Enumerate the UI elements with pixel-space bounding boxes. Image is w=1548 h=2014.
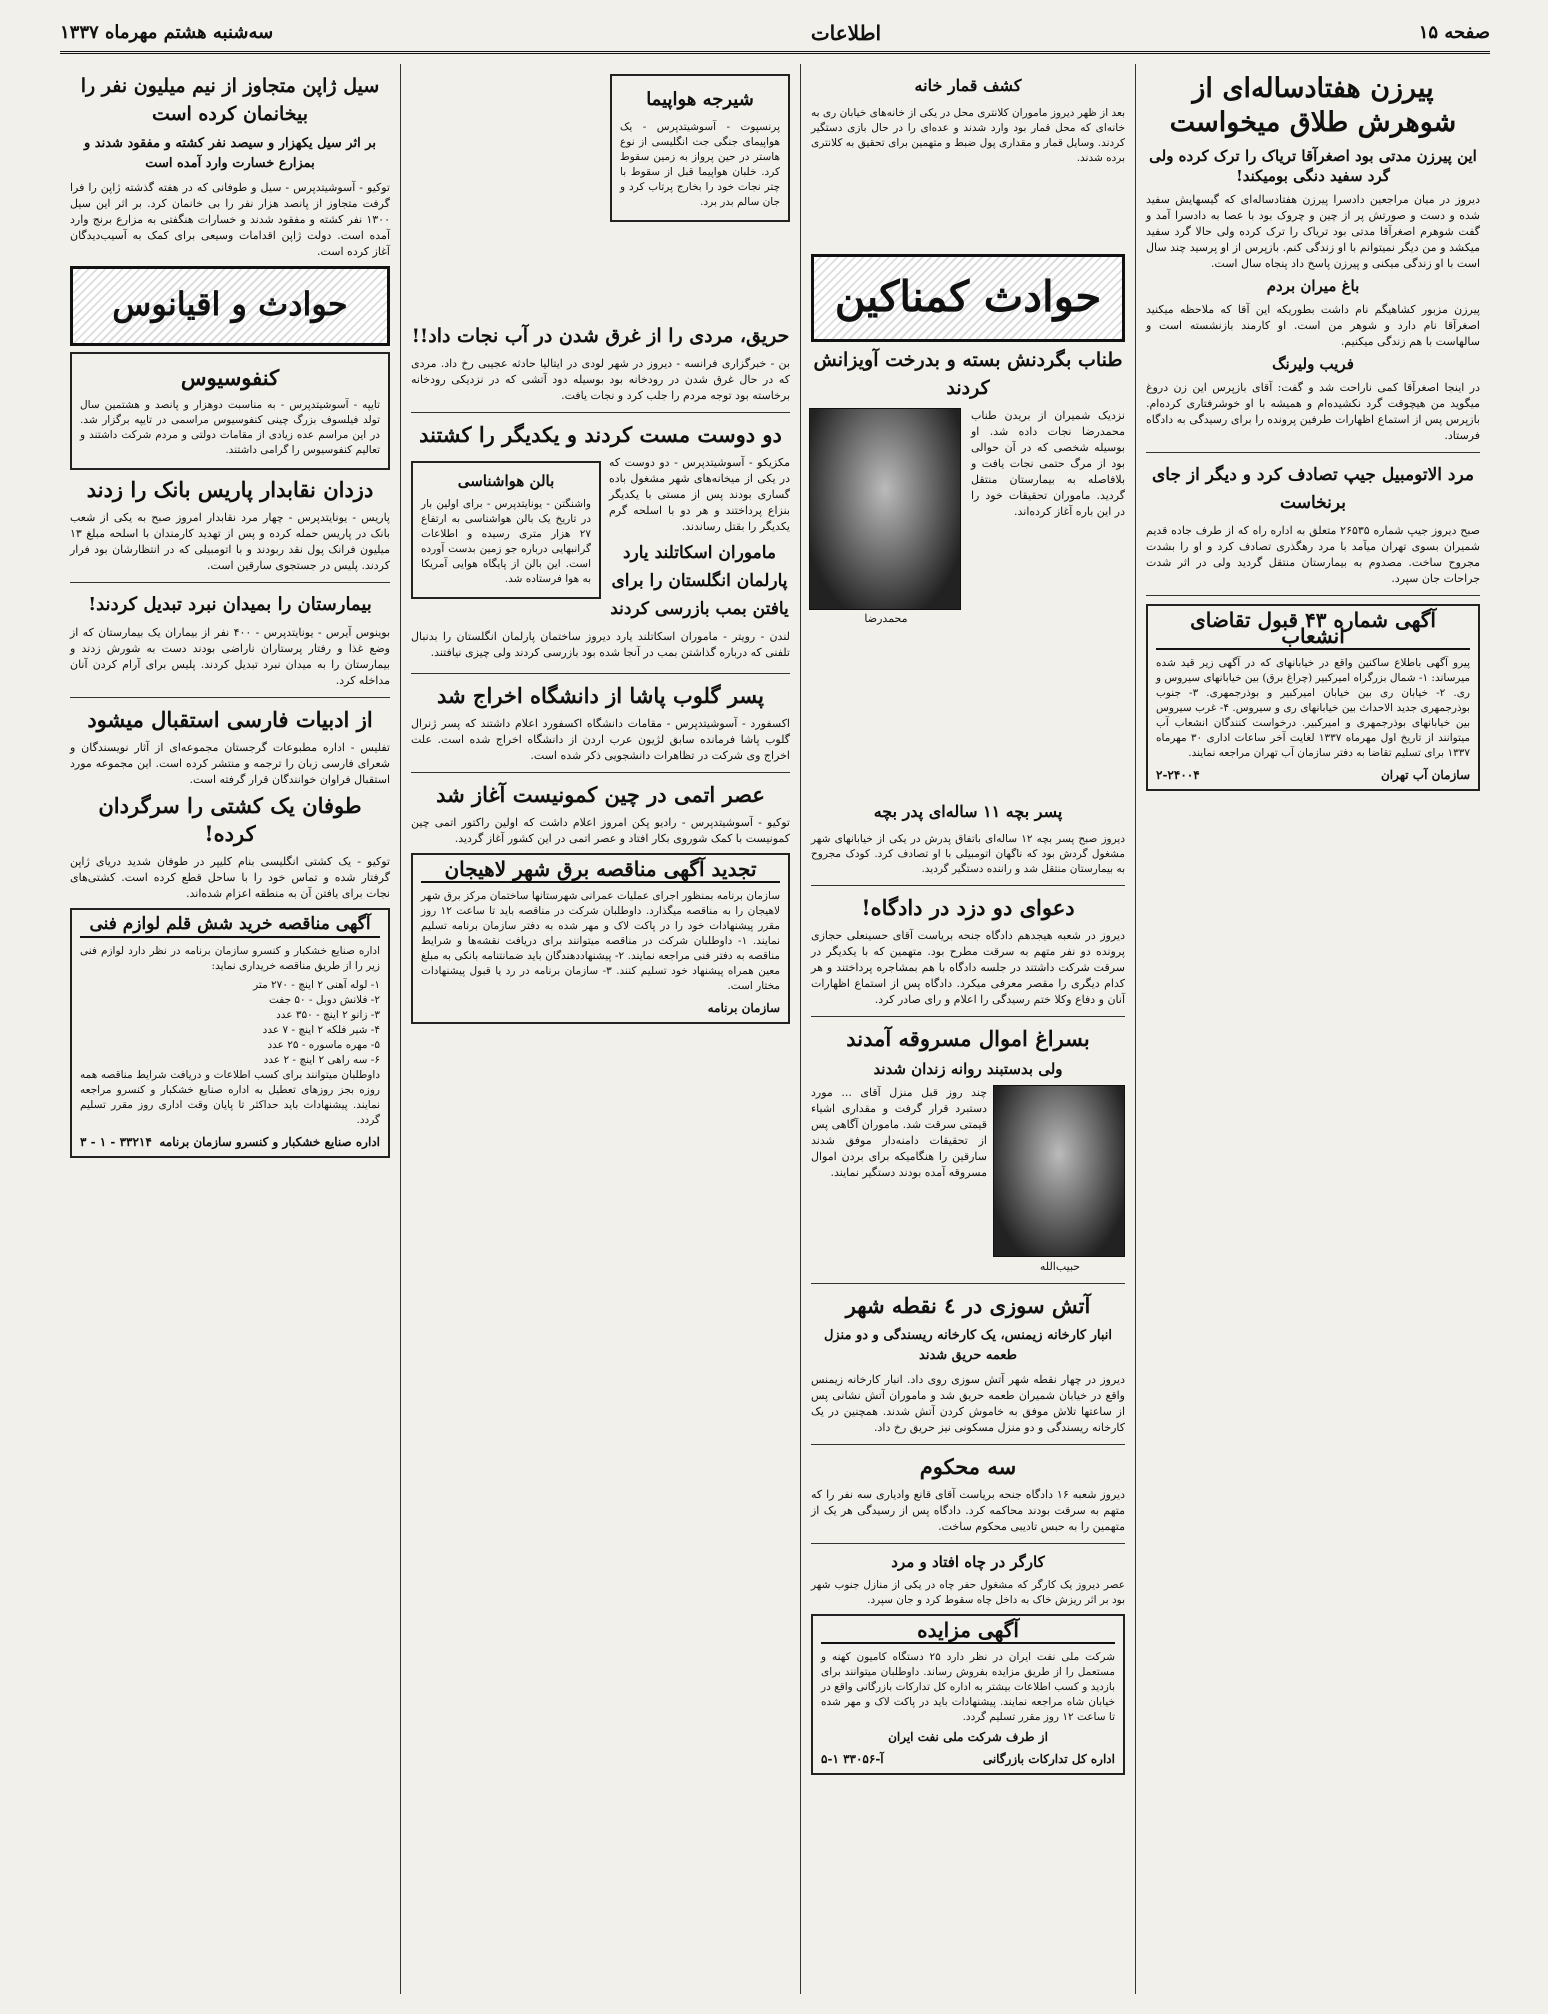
- bank-body: پاریس - یونایتدپرس - چهار مرد نقابدار امروز صبح به یکی از شعب بانک در پاریس حمله کرده و پس از تهدید کارمندان با اسلحه مبلغ ۱۳ میلیون فرانک پول نقد ربودند و با اتومبیلی که در انتظارشان بود فرار کردند. پلیس در جستجوی سارقین است.: [70, 511, 390, 572]
- purchase-item: ۳- زانو ۲ اینچ - ۳۵۰ عدد: [276, 1009, 380, 1021]
- bank-headline: دزدان نقابدار پاریس بانک را زدند: [86, 477, 374, 502]
- persian-lit-body: تفلیس - اداره مطبوعات گرجستان مجموعه‌ای از آثار نویسندگان و شعرای فارسی زبان را ترجمه و منتشر کرده است. این مجموعه مورد استقبال فراوان خوانندگان قرار گرفته است.: [70, 741, 390, 786]
- column-3: [400, 64, 800, 1994]
- divorce-headline: پیرزن هفتادساله‌ای از شوهرش طلاق میخواست: [1169, 73, 1457, 138]
- gambling-body: بعد از ظهر دیروز ماموران کلانتری محل در یکی از خانه‌های خیابان ری به خانه‌ای که محل قمار بود وارد شدند و عده‌ای را در حال بازی دستگیر کردند. وسایل قمار و مقداری پول ضبط و متهمین برای تحقیق به کلانتری برده شدند.: [811, 107, 1125, 164]
- scotland-headline: ماموران اسکاتلند یارد پارلمان انگلستان را برای یافتن بمب بازرسی کردند: [610, 543, 789, 619]
- atomic-headline: عصر اتمی در چین کمونیست آغاز شد: [436, 782, 765, 807]
- robbery-article: [1146, 461, 1480, 587]
- auction-dept: اداره کل تدارکات بازرگانی: [982, 1752, 1115, 1766]
- column-4: [60, 64, 400, 1994]
- paper-name: اطلاعات: [810, 20, 882, 45]
- divorce-side-body: پیرزن مزبور کشاهیگم نام داشت بطوریکه این آقا که ملاحظه میکنید اصغرآقا نام دارد و شوهر من است. او کارمند بازنشسته است و سالهاست با هم زندگی میکنیم.: [1146, 303, 1480, 348]
- child-body: دیروز صبح پسر بچه ۱۲ ساله‌ای باتفاق پدرش در یکی از خیابانهای شهر مشغول گردش بود که ناگهان اتومبیلی با او تصادف کرد. کودک مجروح به بیمارستان منتقل شد و راننده دستگیر گردید.: [811, 833, 1125, 875]
- auction-body: شرکت ملی نفت ایران در نظر دارد ۲۵ دستگاه کامیون کهنه و مستعمل را از طریق مزایده بفروش رساند. داوطلبان میتوانند برای بازدید و کسب اطلاعات بیشتر به اداره کل تدارکات بازرگانی واقع در خیابان شاه مراجعه نمایند. پیشنهادات باید در پاکت لاک و مهر شده تا ساعت ۱۲ روز مقرر تسلیم گردد.: [821, 1651, 1115, 1723]
- ship-body: توکیو - یک کشتی انگلیسی بنام کلیپر در طوفان شدید دریای ژاپن گرفتار شده و تماس خود را با ساحل قطع کرده است. کشتی‌های نجات برای یافتن آن به منطقه اعزام شده‌اند.: [70, 855, 390, 900]
- thieves-body: دیروز در شعبه هیجدهم دادگاه جنحه بریاست آقای حسینعلی حجازی پرونده دو نفر متهم به سرقت مطرح بود. متهمین که با یکدیگر در سرقت شرکت داشتند در جلسه دادگاه با هم بمشاجره پرداختند و هر کدام دیگری را مقصر معرفی میکرد. دادگاه پس از استماع اظهارات آنان و دفاع وکلا ختم رسیدگی را اعلام و رای صادر کرد.: [811, 929, 1125, 1006]
- hanging-headline: طناب بگردنش بسته و بدرخت آویزانش کردند: [813, 349, 1123, 399]
- hanging-body: نزدیک شمیران از بریدن طناب محمدرضا نجات داده شد. او بوسیله شخصی که در آن حوالی بود از مرگ حتمی نجات یافت و بلافاصله به بیمارستان منتقل گردید. ماموران تحقیقات خود را در این باره آغاز کرده‌اند.: [971, 409, 1125, 518]
- airplane-box: [610, 74, 790, 222]
- scotland-body: لندن - رویتر - ماموران اسکاتلند یارد دیروز ساختمان پارلمان انگلستان را بدنبال تلفنی که درباره گذاشتن بمب در آنجا شده بود بازرسی کردند ولی چیزی نیافتند.: [411, 630, 790, 659]
- flood-body: توکیو - آسوشیتدپرس - سیل و طوفانی که در هفته گذشته ژاپن را فرا گرفت متجاوز از پانصد هزار نفر را بی خانمان کرد. بر اثر این سیل ۱۳۰۰ نفر کشته و مفقود شدند و خسارات هنگفتی به مزارع برنج وارد آمده است. دولت ژاپن اقدامات وسیعی برای کمک به آسیب‌دیدگان آغاز کرده است.: [70, 181, 390, 258]
- hanging-photo: [809, 408, 961, 610]
- divorce-subheadline: این پیرزن مدتی بود اصغرآقا تریاک را ترک کرده ولی گرد سفید دنگی بومیکند!: [1149, 147, 1477, 185]
- purchase-signature: اداره صنایع خشکبار و کنسرو سازمان برنامه: [159, 1135, 380, 1149]
- purchase-item: ۲- فلانش دوبل - ۵۰ جفت: [268, 994, 380, 1006]
- column-2: [800, 64, 1135, 250]
- purchase-item: ۶- سه راهی ۲ اینچ - ۲ عدد: [263, 1054, 380, 1066]
- lahijan-title: تجدید آگهی مناقصه برق شهر لاهیجان: [421, 861, 780, 883]
- child-headline: پسر بچه ۱۱ ساله‌ای پدر بچه: [873, 802, 1063, 821]
- lahijan-signature: سازمان برنامه: [707, 1001, 780, 1015]
- glubb-headline: پسر گلوب پاشا از دانشگاه اخراج شد: [437, 683, 764, 708]
- confucius-headline: کنفوسیوس: [180, 365, 280, 390]
- drunk-body: مکزیکو - آسوشیتدپرس - دو دوست که در یکی از میخانه‌های شهر مشغول باده گساری بودند پس از مستی با یکدیگر بنزاع پرداختند و هر دو با اسلحه گرم یکدیگر را بقتل رساندند.: [609, 456, 790, 533]
- auction-title: آگهی مزایده: [821, 1622, 1115, 1644]
- confucius-box: [70, 352, 390, 470]
- balloon-body: واشنگتن - یونایتدپرس - برای اولین بار در تاریخ یک بالن هواشناسی به ارتفاع ۲۷ هزار متری رسیده و اطلاعات گرانبهایی درباره جو زمین بدست آورده است. این بالن از پایگاه هوایی آمریکا به هوا فرستاده شد.: [421, 498, 591, 585]
- purchase-item: ۴- شیر فلکه ۲ اینچ - ۷ عدد: [262, 1024, 380, 1036]
- divorce-body: دیروز در میان مراجعین دادسرا پیرزن هفتادساله‌ای که گیسهایش سفید شده و دست و صورتش پر از چین و چروک بود با عصا به دادسرا آمد و گفت شوهرم اصغرآقا مدتی بود تریاک را ترک کرده ولی حالا گرد سفید میکشد و من دیگر نمیتوانم با او زندگی کنم. بازپرس از او پرسید چند سال است با او زندگی میکنی و پیرزن پاسخ داد پنجاه سال است.: [1146, 193, 1480, 270]
- intl-banner: حوادث و اقیانوس: [70, 266, 390, 346]
- grim-banner-block: [800, 250, 1135, 790]
- purchase-ad: [70, 908, 390, 1158]
- convicted-body: دیروز شعبه ۱۶ دادگاه جنحه بریاست آقای قانع وادیاری سه نفر را که متهم به سرقت بودند محاکمه کرد. دادگاه پس از رسیدگی هر یک از متهمین را به حبس تادیبی محکوم ساخت.: [811, 1488, 1125, 1533]
- flood-headline: سیل ژاپن متجاوز از نیم میلیون نفر را بیخانمان کرده است: [80, 75, 380, 125]
- ad43-body: پیرو آگهی باطلاع ساکنین واقع در خیابانهای که در آگهی زیر قید شده میرساند: ۱- شمال بزرگراه امیرکبیر (چراغ برق) بین خیابانهای سیروس و ری. ۲- خیابان ری بین خیابان امیرکبیر و بوذرجمهری. ۳- جنوب بوذرجمهری جدید الاحداث بین خیابانهای ری و سیروس. ۴- غرب سیروس بین خیابانهای بوذرجمهری و امیرکبیر. درخواست کنندگان انشعاب آب میتوانند از تاریخ اول مهرماه ۱۳۳۷ لغایت آخر ساعات اداری ۳۰ مهرماه ۱۳۳۷ برای تسلیم تقاضا به دفتر سازمان آب تهران مراجعه نمایند.: [1156, 657, 1470, 759]
- suspect-photo: [993, 1085, 1125, 1257]
- masthead: [60, 14, 1490, 54]
- hanging-photo-caption: محمدرضا: [864, 612, 908, 625]
- fire4-headline: آتش سوزی در ٤ نقطه شهر: [845, 1293, 1091, 1318]
- page-number: صفحه ۱۵: [1418, 22, 1490, 43]
- thieves-headline: دعوای دو دزد در دادگاه!: [861, 895, 1075, 920]
- balloon-headline: بالن هواشناسی: [457, 472, 555, 490]
- purchase-title: آگهی مناقصه خرید شش قلم لوازم فنی: [80, 916, 380, 938]
- divorce-side-head: باغ میران بردم: [1266, 277, 1360, 295]
- suspect-photo-caption: حبیب‌الله: [1039, 1260, 1081, 1273]
- purchase-code: ۳۳۲۱۴ - ۱ - ۳: [80, 1135, 152, 1149]
- atomic-body: توکیو - آسوشیتدپرس - رادیو پکن امروز اعلام داشت که اولین راکتور اتمی چین کمونیست با کمک شوروی بکار افتاد و عصر اتمی در این کشور آغاز گردید.: [411, 816, 790, 845]
- worker-body: عصر دیروز یک کارگر که مشغول حفر چاه در یکی از منازل جنوب شهر بود بر اثر ریزش خاک به داخل چاه سقوط کرد و جان سپرد.: [811, 1579, 1125, 1606]
- hospital-headline: بیمارستان را بمیدان نبرد تبدیل کردند!: [88, 594, 372, 615]
- purchase-intro: اداره صنایع خشکبار و کنسرو سازمان برنامه در نظر دارد لوازم فنی زیر را از طریق مناقصه خریداری نماید:: [80, 945, 380, 972]
- lahijan-body: سازمان برنامه بمنظور اجرای عملیات عمرانی شهرستانها ساختمان مرکز برق شهر لاهیجان را به مناقصه میگذارد. داوطلبان شرکت در مناقصه باید تا ساعت ۱۲ روز مقرر پیشنهادات خود را در پاکت لاک و مهر شده به دفتر سازمان برنامه تسلیم نمایند. ۱- داوطلبان شرکت در مناقصه میتوانند برای دریافت نقشه‌ها و شرایط مناقصه به دفتر فنی مراجعه نمایند. ۲- پیشنهاددهندگان باید ضمانتنامه بانکی به مبلغ معین همراه پیشنهاد خود تسلیم کنند. ۳- سازمان برنامه در رد یا قبول پیشنهادات مختار است.: [421, 890, 780, 992]
- divorce-cont-body: در اینجا اصغرآقا کمی ناراحت شد و گفت: آقای بازپرس این زن دروغ میگوید من هیچوقت گرد نکشیده‌ام و همیشه با او خوشرفتاری کرده‌ام. بازپرس پس از استماع اظهارات طرفین پرونده را برای رسیدگی به دادگاه فرستاد.: [1146, 381, 1480, 442]
- stolen-body: چند روز قبل منزل آقای ... مورد دستبرد قرار گرفت و مقداری اشیاء قیمتی سرقت شد. ماموران آگاهی پس از تحقیقات دامنه‌دار موفق شدند سارقین را هنگامیکه برای بردن اموال مسروقه آمده بودند دستگیر نمایند.: [811, 1086, 987, 1179]
- fire-rescue-headline: حریق، مردی را از غرق شدن در آب نجات داد!!: [411, 325, 790, 347]
- grim-banner: حوادث کمناکین: [811, 254, 1125, 342]
- hospital-body: بوینوس آیرس - یونایتدپرس - ۴۰۰ نفر از بیماران یک بیمارستان که از وضع غذا و رفتار پرستاران ناراضی بودند دست به شورش زدند و بیمارستان را به میدان نبرد تبدیل کردند. پلیس برای آرام کردن آنان مداخله کرد.: [70, 626, 391, 687]
- divorce-article: [1146, 72, 1480, 444]
- gambling-headline: کشف قمار خانه: [914, 76, 1022, 95]
- divorce-cont-head: فریب ولیرنگ: [1272, 355, 1354, 373]
- ad43-code: ۲-۲۴۰۰۴: [1156, 768, 1200, 782]
- jeep-body: صبح دیروز جیپ شماره ۲۶۵۳۵ متعلق به اداره راه که از طرف جاده قدیم شمیران بسوی تهران میآمد با مرد رهگذری تصادف کرد و او را بشدت مجروح ساخت. مصدوم به بیمارستان منتقل گردید ولی در اثر شدت جراحات جان سپرد.: [1146, 524, 1481, 585]
- column-2-lower: [800, 790, 1135, 1994]
- worker-headline: کارگر در چاه افتاد و مرد: [891, 1553, 1045, 1571]
- ad43-signature: سازمان آب تهران: [1380, 768, 1470, 782]
- drunk-headline: دو دوست مست کردند و یکدیگر را کشتند: [419, 422, 782, 447]
- purchase-item: ۱- لوله آهنی ۲ اینچ - ۲۷۰ متر: [253, 979, 380, 991]
- column-1: [1135, 64, 1490, 1994]
- convicted-headline: سه محکوم: [919, 1454, 1017, 1479]
- stolen-headline: بسراغ اموال مسروقه آمدند: [846, 1026, 1090, 1051]
- fire4-subheadline: انبار کارخانه زیمنس، یک کارخانه ریسندگی و دو منزل طعمه حریق شدند: [823, 1328, 1113, 1363]
- ad43-title: آگهی شماره ۴۳ قبول تقاضای انشعاب: [1156, 612, 1470, 650]
- airplane-body: پرنسپوت - آسوشیتدپرس - یک هواپیمای جنگی جت انگلیسی از نوع هاستر در حین پرواز به زمین سقوط کرد. خلبان هواپیما قبل از سقوط با چتر نجات خود را بخارج پرتاب کرد و جان سالم بدر برد.: [620, 121, 780, 208]
- stolen-subheadline: ولی بدستبند روانه زندان شدند: [873, 1060, 1063, 1078]
- fire4-body: دیروز در چهار نقطه شهر آتش سوزی روی داد. انبار کارخانه زیمنس واقع در خیابان شمیران طعمه حریق شد و ماموران آتش نشانی پس از ساعتها تلاش موفق به خاموش کردن آتش شدند. همچنین در یک کارخانه ریسندگی و دو منزل مسکونی نیز حریق رخ داد.: [811, 1373, 1125, 1434]
- airplane-headline: شیرجه هواپیما: [646, 89, 754, 110]
- fire-rescue-body: بن - خبرگزاری فرانسه - دیروز در شهر لودی در ایتالیا حادثه عجیبی رخ داد. مردی که در حال غرق شدن در رودخانه بود بوسیله دود آتشی که در نزدیکی رودخانه برخاسته بود توجه مردم را جلب کرد و نجات یافت.: [411, 357, 790, 402]
- purchase-body: داوطلبان میتوانند برای کسب اطلاعات و دریافت شرایط مناقصه همه روزه بجز روزهای تعطیل به اداره صنایع خشکبار و کنسرو مراجعه نمایند. پیشنهادات باید حداکثر تا پایان وقت اداری روز مقرر تسلیم گردد.: [80, 1069, 380, 1126]
- lahijan-ad: [411, 853, 790, 1024]
- balloon-box: [411, 461, 601, 599]
- flood-subheadline: بر اثر سیل یکهزار و سیصد نفر کشته و مفقود شدند و بمزارع خسارت وارد آمده است: [83, 136, 377, 171]
- persian-lit-headline: از ادبیات فارسی استقبال میشود: [87, 707, 373, 732]
- issue-date: سه‌شنبه هشتم مهرماه ۱۳۳۷: [60, 22, 274, 43]
- auction-signature: از طرف شرکت ملی نفت ایران: [888, 1730, 1048, 1744]
- confucius-body: تایپه - آسوشیتدپرس - به مناسبت دوهزار و پانصد و هشتمین سال تولد فیلسوف بزرگ چینی کنفوسیوس مراسمی در تایپه برگزار شد. در این مراسم عده زیادی از مقامات دولتی و مردم شرکت داشتند و تعالیم کنفوسیوس را گرامی داشتند.: [80, 399, 380, 456]
- auction-ad: [811, 1614, 1125, 1775]
- jeep-headline: مرد الاتومبیل جیپ تصادف کرد و دیگر از جای برنخاست: [1151, 465, 1474, 513]
- ad43: [1146, 604, 1480, 791]
- purchase-item: ۵- مهره ماسوره - ۲۵ عدد: [267, 1039, 380, 1051]
- ship-headline: طوفان یک کشتی را سرگردان کرده!: [98, 793, 362, 846]
- glubb-body: اکسفورد - آسوشیتدپرس - مقامات دانشگاه اکسفورد اعلام داشتند که پسر ژنرال گلوب پاشا فرمانده سابق لژیون عرب اردن از دانشگاه اخراج شده است. علت اخراج وی شرکت در تظاهرات دانشجویی ذکر شده است.: [411, 717, 790, 762]
- auction-code: آ-۳۳۰۵۶ ۱-۵: [821, 1752, 884, 1766]
